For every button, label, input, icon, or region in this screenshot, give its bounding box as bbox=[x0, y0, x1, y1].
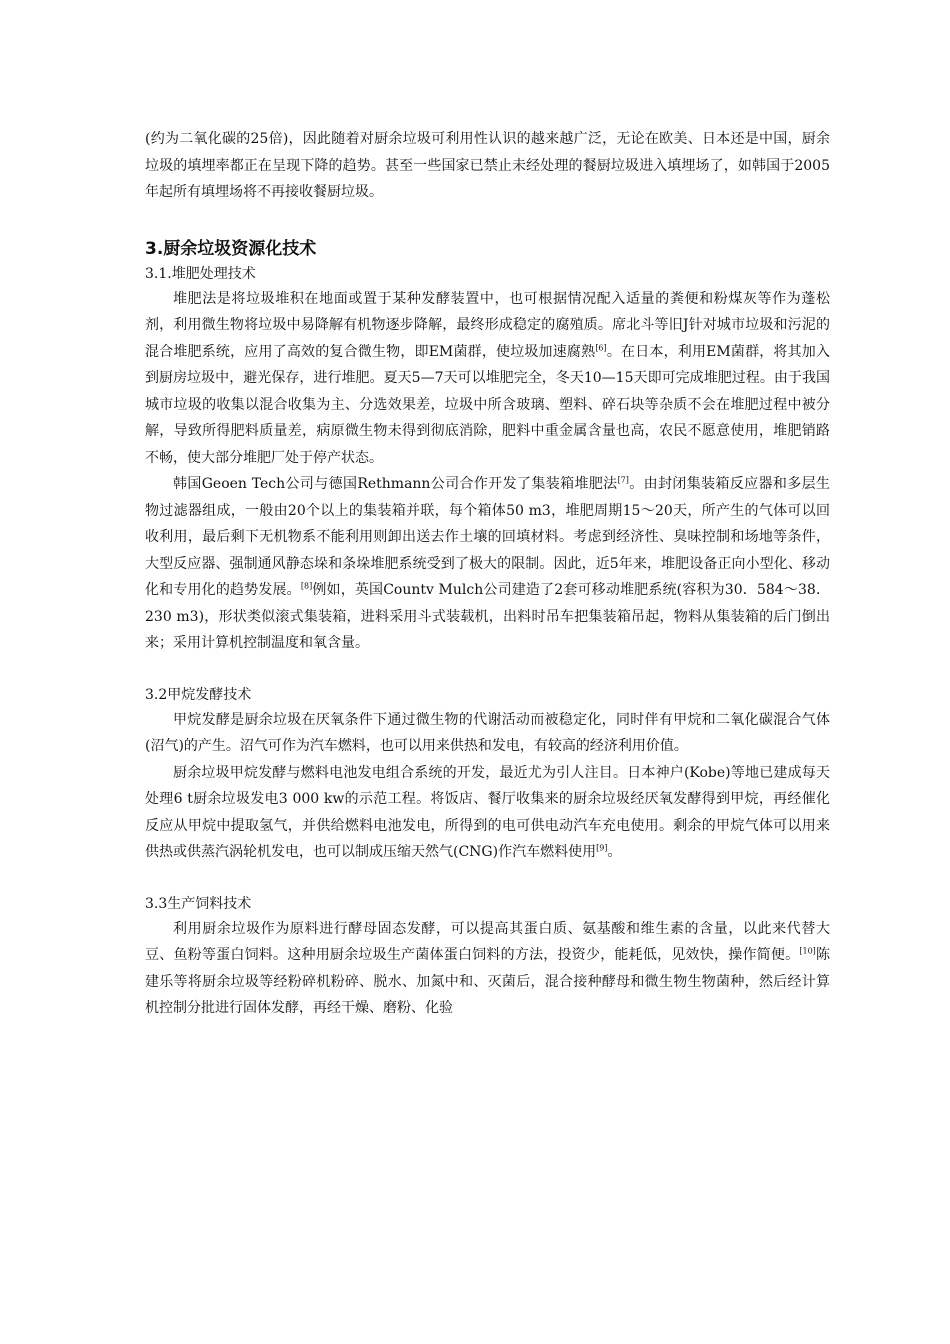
citation: [9] bbox=[596, 843, 608, 853]
citation: [6] bbox=[595, 342, 607, 352]
document-page bbox=[145, 126, 830, 1022]
section-3-3-paragraph-1: 利用厨余垃圾作为原料进行酵母固态发酵，可以提高其蛋白质、氨基酸和维生素的含量，以此来代替大豆、鱼粉等蛋白饲料。这种用厨余垃圾生产菌体蛋白饲料的方法，投资少，能耗低，见效快，操作简便。[10]陈建乐等将厨余垃圾等经粉碎机粉碎、脱水、加氮中和、灭菌后，混合接种酵母和微生物生物菌种，然后经计算机控制分批进行固体发酵，再经干燥、磨粉、化验 bbox=[145, 920, 831, 1016]
citation: [8] bbox=[300, 581, 313, 591]
section-3-3-heading: 3.3生产饲料技术 bbox=[145, 895, 252, 912]
section-3-2-heading: 3.2甲烷发酵技术 bbox=[145, 686, 252, 703]
section-3-2-paragraph-1: 甲烷发酵是厨余垃圾在厌氧条件下通过微生物的代谢活动而被稳定化，同时伴有甲烷和二氧化碳混合气体(沼气)的产生。沼气可作为汽车燃料，也可以用来供热和发电，有较高的经济利用价值。 bbox=[145, 711, 830, 754]
citation: [7] bbox=[617, 475, 629, 485]
section-3-heading: 3.厨余垃圾资源化技术 bbox=[145, 238, 317, 259]
section-3-1-heading: 3.1.堆肥处理技术 bbox=[145, 265, 256, 282]
section-3-1-paragraph-1: 堆肥法是将垃圾堆积在地面或置于某种发酵装置中，也可根据情况配入适量的粪便和粉煤灰等作为蓬松剂，利用微生物将垃圾中易降解有机物逐步降解，最终形成稳定的腐殖质。席北斗等旧J针对城市垃圾和污泥的混合堆肥系统，应用了高效的复合微生物，即EM菌群，使垃圾加速腐熟[6]。在日本，利用EM菌群，将其加入到厨房垃圾中，避光保存，进行堆肥。夏天5—7天可以堆肥完全，冬天10—15天即可完成堆肥过程。由于我国城市垃圾的收集以混合收集为主、分选效果差，垃圾中所含玻璃、塑料、碎石块等杂质不会在堆肥过程中被分解，导致所得肥料质量差，病原微生物未得到彻底消除，肥料中重金属含量也高，农民不愿意使用，堆肥销路不畅，使大部分堆肥厂处于停产状态。 bbox=[145, 290, 830, 466]
section-3-1-paragraph-2: 韩国Geoen Tech公司与德国Rethmann公司合作开发了集装箱堆肥法[7]。由封闭集装箱反应器和多层生物过滤器组成，一般由20个以上的集装箱并联，每个箱体50 m3，堆肥周期15～20天，所产生的气体可以回收利用，最后剩下无机物系不能利用则卸出送去作土壤的回填材料。考虑到经济性、臭味控制和场地等条件，大型反应器、强制通风静态垛和条垛堆肥系统受到了极大的限制。因此，近5年来，堆肥设备正向小型化、移动化和专用化的趋势发展。[8]例如，英国Countv Mulch公司建造了2套可移动堆肥系统(容积为30．584～38．230 m3)，形状类似滚式集装箱，进料采用斗式装载机，出料时吊车把集装箱吊起，物料从集装箱的后门倒出来；采用计算机控制温度和氧含量。 bbox=[145, 475, 831, 651]
citation: [10] bbox=[799, 946, 816, 956]
section-3-2-paragraph-2: 厨余垃圾甲烷发酵与燃料电池发电组合系统的开发，最近尤为引人注目。日本神户(Kobe)等地已建成每天处理6 t厨余垃圾发电3 000 kw的示范工程。将饭店、餐厅收集来的厨余垃圾经厌氧发酵得到甲烷，再经催化反应从甲烷中提取氢气，并供给燃料电池发电，所得到的电可供电动汽车充电使用。剩余的甲烷气体可以用来供热或供蒸汽涡轮机发电，也可以制成压缩天然气(CNG)作汽车燃料使用[9]。 bbox=[145, 764, 830, 860]
paragraph-intro: (约为二氧化碳的25倍)，因此随着对厨余垃圾可利用性认识的越来越广泛，无论在欧美、日本还是中国，厨余垃圾的填埋率都正在呈现下降的趋势。甚至一些国家已禁止未经处理的餐厨垃圾进入填埋场了，如韩国于2005年起所有填埋场将不再接收餐厨垃圾。 bbox=[145, 131, 830, 200]
